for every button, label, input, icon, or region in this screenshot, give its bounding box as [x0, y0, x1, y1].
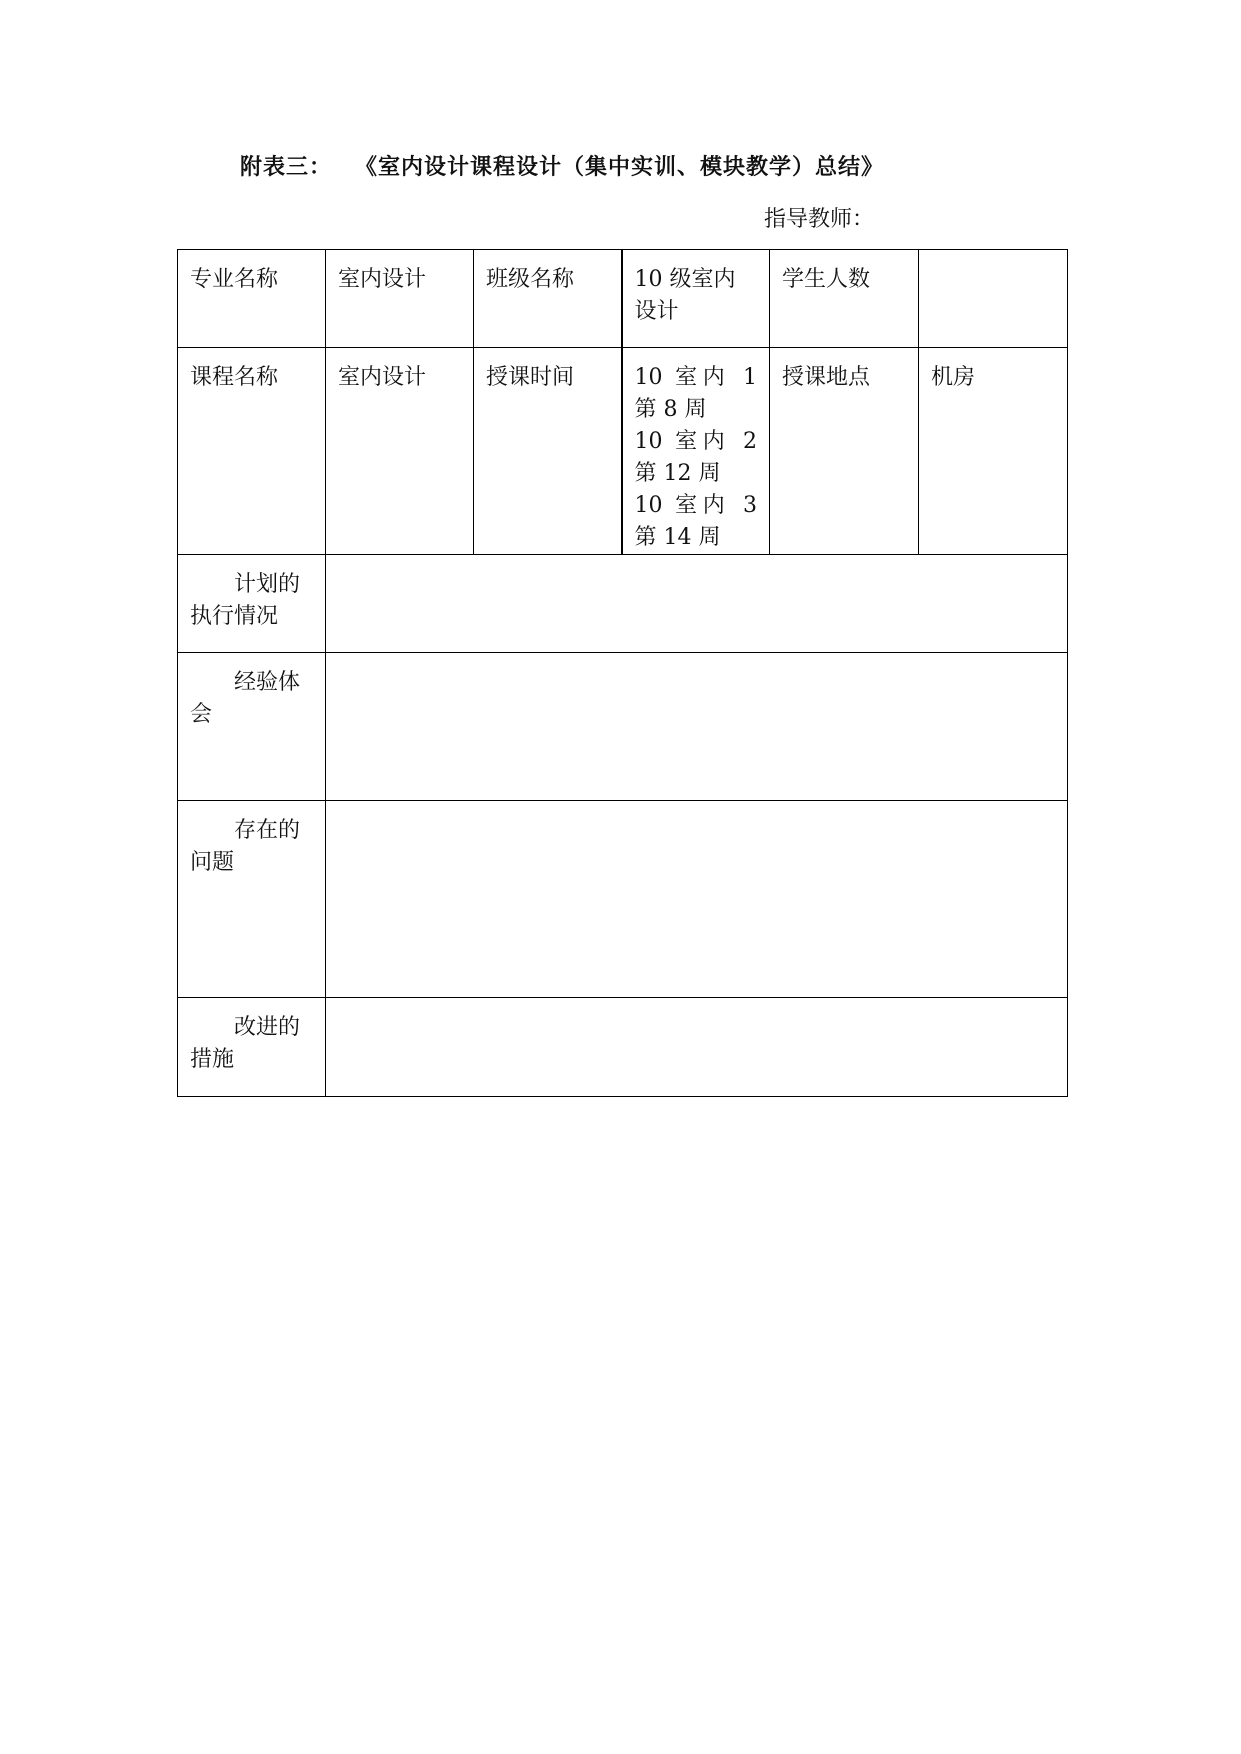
table-row [178, 653, 1068, 801]
table-row [178, 801, 1068, 998]
course-value: 室内设计 [326, 348, 474, 555]
time-line: 第 12 周 [634, 461, 721, 486]
title-text: 《室内设计课程设计（集中实训、模块教学）总结》 [366, 154, 885, 180]
time-line: 第 14 周 [634, 525, 721, 550]
plan-execution-label: 计划的执行情况 [178, 555, 326, 653]
table-row [178, 250, 1068, 348]
title-prefix: 附表三： [240, 154, 333, 180]
major-label: 专业名称 [178, 250, 326, 348]
students-value[interactable] [919, 250, 1068, 348]
time-line: 10 室内 2 [634, 429, 757, 454]
document-title [240, 150, 884, 181]
students-label: 学生人数 [770, 250, 919, 348]
time-label: 授课时间 [474, 348, 622, 555]
major-value: 室内设计 [326, 250, 474, 348]
experience-label: 经验体会 [178, 653, 326, 801]
time-line: 10 室内 1 [634, 365, 757, 390]
problems-field[interactable] [326, 801, 1068, 998]
instructor-label: 指导教师： [764, 207, 875, 232]
location-label: 授课地点 [770, 348, 919, 555]
plan-execution-field[interactable] [326, 555, 1068, 653]
class-label: 班级名称 [474, 250, 622, 348]
table-row [178, 998, 1068, 1097]
class-value: 10 级室内设计 [622, 250, 770, 348]
table-row [178, 348, 1068, 555]
time-line: 10 室内 3 [634, 493, 757, 518]
experience-field[interactable] [326, 653, 1068, 801]
problems-label: 存在的问题 [178, 801, 326, 998]
improvements-field[interactable] [326, 998, 1068, 1097]
table-row [178, 555, 1068, 653]
location-value: 机房 [919, 348, 1068, 555]
time-value [622, 348, 770, 555]
time-line: 第 8 周 [634, 397, 707, 422]
course-summary-table [177, 249, 1068, 1097]
improvements-label: 改进的措施 [178, 998, 326, 1097]
course-label: 课程名称 [178, 348, 326, 555]
